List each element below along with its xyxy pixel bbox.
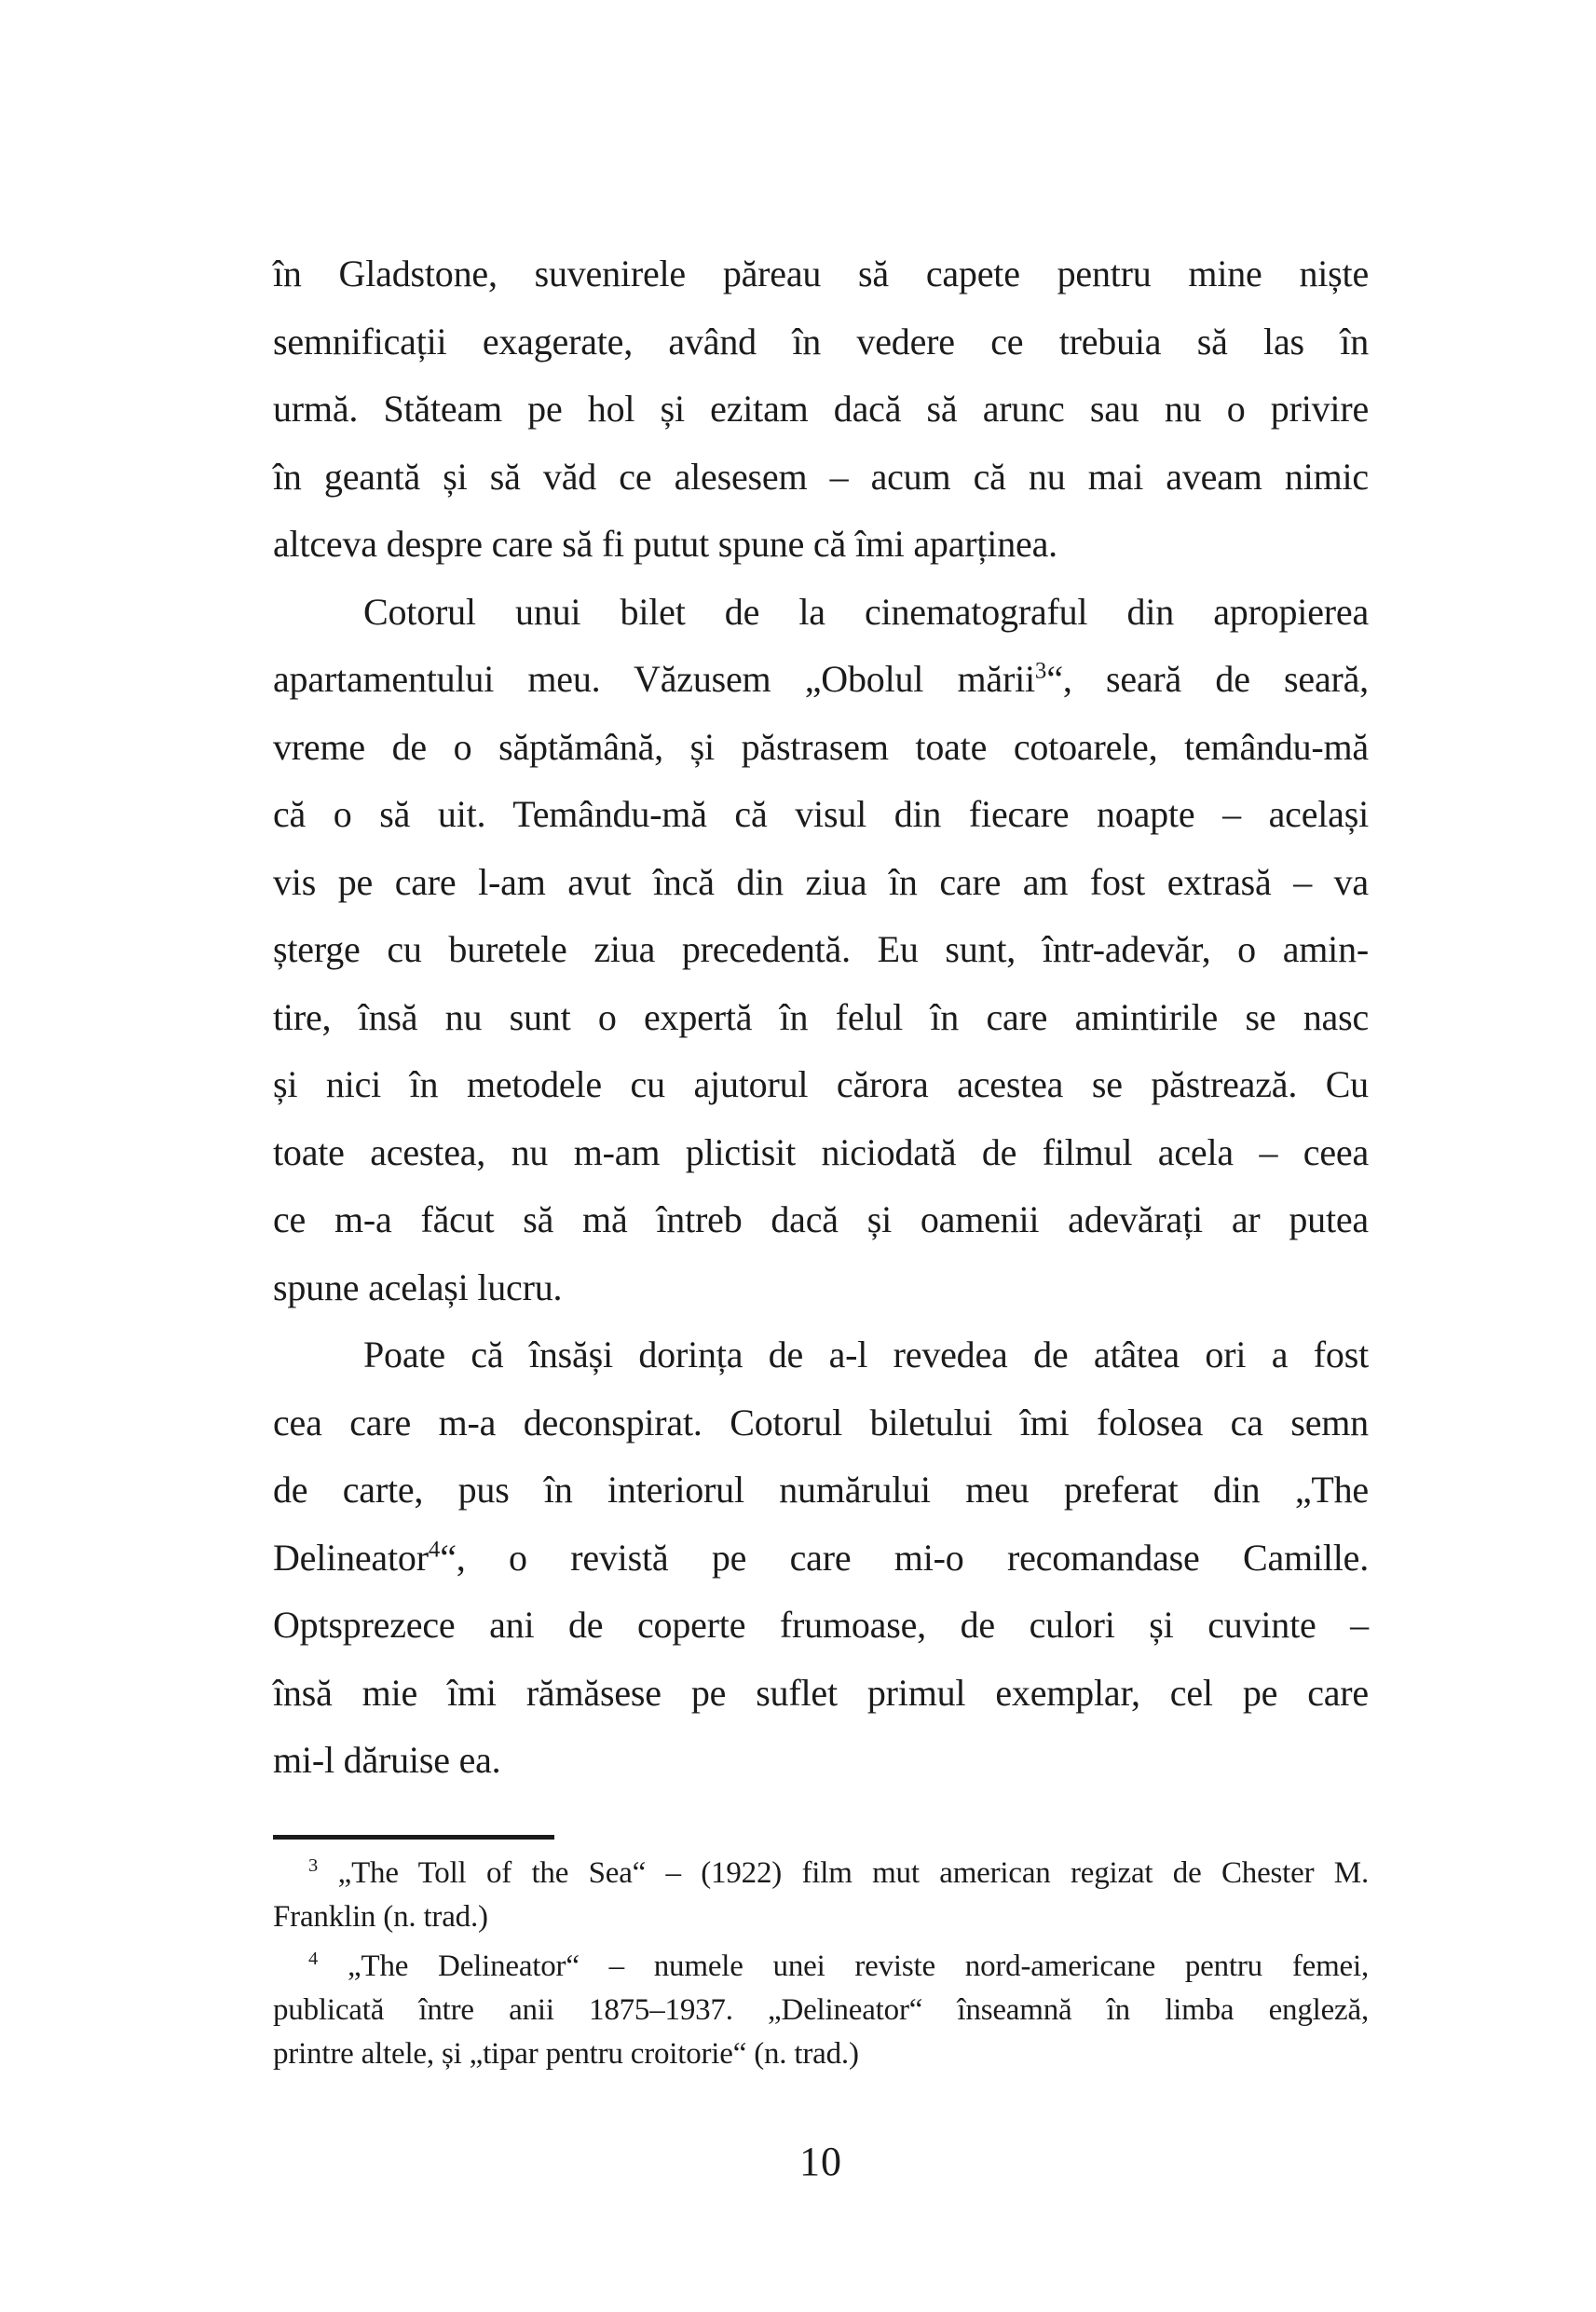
body-line: și nici în metodele cu ajutorul cărora acestea se păstrează. Cu: [273, 1063, 1369, 1105]
body-line: Optsprezece ani de coperte frumoase, de culori și cuvinte –: [273, 1604, 1369, 1646]
body-line: în geantă și să văd ce alesesem – acum că nu mai aveam nimic: [273, 455, 1369, 498]
body-line: de carte, pus în interiorul numărului meu preferat din „The: [273, 1469, 1369, 1511]
body-line: urmă. Stăteam pe hol și ezitam dacă să arunc sau nu o privire: [273, 388, 1369, 430]
footnote-line: [273, 1945, 1369, 1989]
body-line: însă mie îmi rămăsese pe suflet primul exemplar, cel pe care: [273, 1671, 1369, 1714]
body-line: ce m-a făcut să mă întreb dacă și oamenii adevărați ar putea: [273, 1198, 1369, 1240]
footnote-separator: [273, 1835, 554, 1840]
page-number: 10: [799, 2139, 842, 2184]
footnote-text: „The Delineator“ – numele unei reviste nord-americane pentru femei,: [318, 1949, 1369, 1983]
footnotes-section: [273, 1852, 1369, 2076]
body-text: [273, 240, 1369, 1795]
footnote-line: publicată între anii 1875–1937. „Delineator“ înseamnă în limba engleză,: [273, 1993, 1369, 2027]
body-line: Poate că însăși dorința de a-l revedea de atâtea ori a fost: [363, 1334, 1369, 1375]
footnote-line: Franklin (n. trad.): [273, 1900, 488, 1934]
paragraph: [273, 579, 1369, 1322]
body-line-text: Delineator: [273, 1536, 429, 1579]
footnote: [273, 1852, 1369, 1939]
body-line: altceva despre care să fi putut spune că îmi aparținea.: [273, 523, 1057, 565]
body-line: că o să uit. Temându-mă că visul din fiecare noapte – același: [273, 793, 1369, 835]
paragraph: [273, 240, 1369, 579]
body-line: tire, însă nu sunt o expertă în felul în care amintirile se nasc: [273, 995, 1369, 1038]
body-line: Cotorul unui bilet de la cinematograful din apropierea: [363, 590, 1369, 633]
body-line: spune același lucru.: [273, 1265, 563, 1308]
footnote-line: [273, 1852, 1369, 1895]
body-line: în Gladstone, suvenirele păreau să capete pentru mine niște: [273, 253, 1369, 294]
footnote-marker: 3: [308, 1855, 319, 1876]
body-line: semnificații exagerate, având în vedere ce trebuia să las în: [273, 320, 1369, 363]
body-line-text: “, seară de seară,: [1046, 658, 1369, 700]
body-line: cea care m-a deconspirat. Cotorul biletului îmi folosea ca semn: [273, 1401, 1369, 1443]
body-line-text: “, o revistă pe care mi-o recomandase Camille.: [440, 1536, 1369, 1579]
footnote-reference: 3: [1034, 658, 1047, 684]
body-line: toate acestea, nu m-am plictisit niciodată de filmul acela – ceea: [273, 1130, 1369, 1173]
footnote-line: printre altele, și „tipar pentru croitorie“ (n. trad.): [273, 2037, 859, 2071]
paragraph: [273, 1321, 1369, 1795]
body-line: vis pe care l-am avut încă din ziua în care am fost extrasă – va: [273, 860, 1369, 903]
footnote-marker: 4: [308, 1949, 319, 1969]
body-line-text: apartamentului meu. Văzusem „Obolul mării: [273, 658, 1035, 700]
footnote-reference: 4: [428, 1537, 441, 1563]
body-line: [273, 1525, 1369, 1593]
body-line: [273, 646, 1369, 714]
footnote: [273, 1945, 1369, 2076]
body-line: șterge cu buretele ziua precedentă. Eu sunt, într-adevăr, o amin-: [273, 928, 1369, 970]
footnote-text: „The Toll of the Sea“ – (1922) film mut american regizat de Chester M.: [318, 1856, 1369, 1890]
body-line: mi-l dăruise ea.: [273, 1739, 501, 1781]
body-line: vreme de o săptămână, și păstrasem toate cotoarele, temându-mă: [273, 725, 1369, 768]
